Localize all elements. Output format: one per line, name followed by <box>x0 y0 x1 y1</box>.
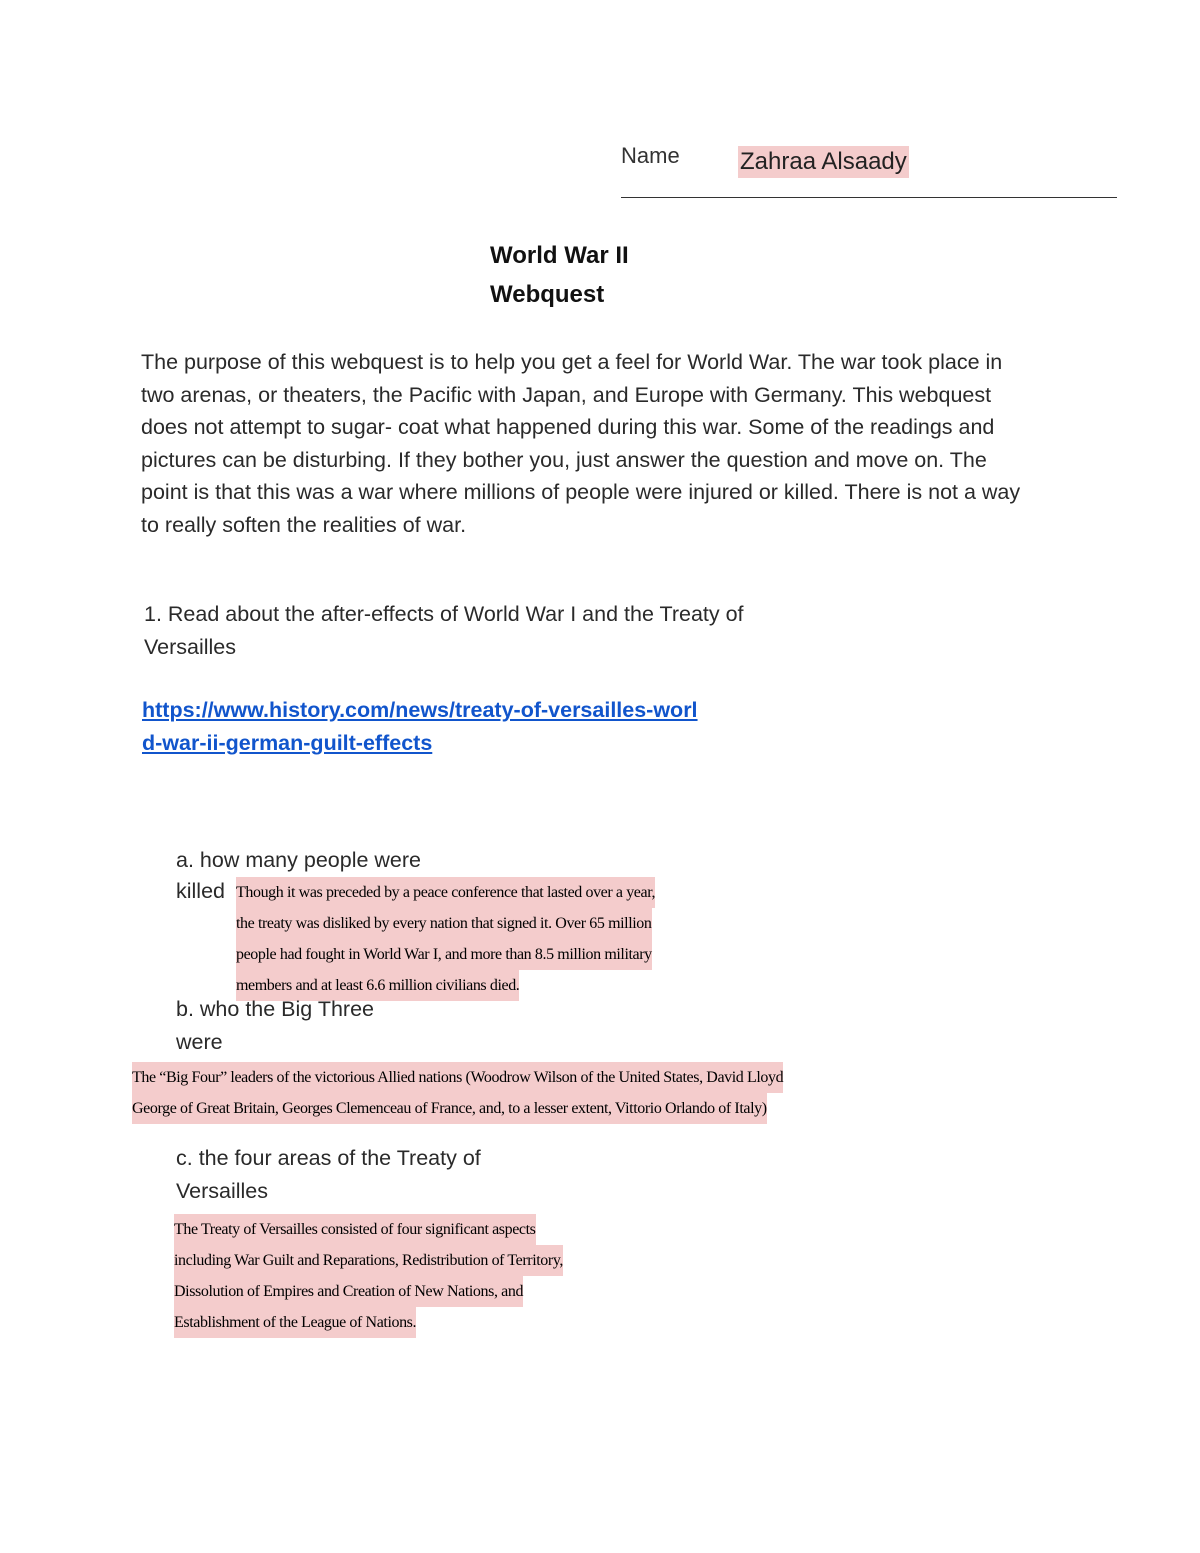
part-c-prompt <box>176 1142 481 1207</box>
part-c-prompt-line-1: c. the four areas of the Treaty of <box>176 1146 481 1170</box>
name-value[interactable]: Zahraa Alsaady <box>738 146 909 178</box>
intro-paragraph <box>141 346 1126 541</box>
intro-line: The purpose of this webquest is to help you get a feel for World War. The war took place in <box>141 350 1003 374</box>
treaty-link[interactable] <box>142 694 698 759</box>
part-b-prompt-line-2: were <box>176 1029 223 1054</box>
title-line-1: World War II <box>490 242 629 269</box>
part-c-answer-line: Dissolution of Empires and Creation of New Nations, and <box>174 1276 523 1307</box>
intro-line: does not attempt to sugar- coat what happened during this war. Some of the readings and <box>141 415 995 439</box>
part-b-prompt-line-1: b. who the Big Three <box>176 997 375 1021</box>
intro-line: two arenas, or theaters, the Pacific with Japan, and Europe with Germany. This webquest <box>141 382 992 407</box>
part-c-prompt-line-2: Versailles <box>176 1178 269 1203</box>
part-a-prompt-line-1: a. how many people were <box>176 848 422 872</box>
intro-line: to really soften the realities of war. <box>141 512 467 537</box>
question-1-line-1: 1. Read about the after-effects of World War I and the Treaty of <box>144 602 744 626</box>
part-a-answer-line: members and at least 6.6 million civilians died. <box>236 970 519 1001</box>
part-c-answer-line: including War Guilt and Reparations, Redistribution of Territory, <box>174 1245 563 1276</box>
intro-line: point is that this was a war where millions of people were injured or killed. There is not a way <box>141 480 1021 504</box>
part-b-answer-line: The “Big Four” leaders of the victorious Allied nations (Woodrow Wilson of the United States, David Lloyd <box>132 1062 783 1093</box>
title-line-2: Webquest <box>490 281 605 308</box>
intro-line: pictures can be disturbing. If they bother you, just answer the question and move on. The <box>141 447 987 472</box>
part-a-answer-line: Though it was preceded by a peace conference that lasted over a year, <box>236 877 655 908</box>
part-b-answer-line: George of Great Britain, Georges Clemenceau of France, and, to a lesser extent, Vittorio Orlando of Italy) <box>132 1093 767 1124</box>
page-title <box>490 236 629 314</box>
treaty-link-line-1[interactable]: https://www.history.com/news/treaty-of-versailles-worl <box>142 698 698 722</box>
part-c-answer-line: Establishment of the League of Nations. <box>174 1307 416 1338</box>
part-b-prompt <box>176 993 374 1058</box>
part-a-answer-line: the treaty was disliked by every nation that signed it. Over 65 million <box>236 908 652 939</box>
question-1-line-2: Versailles <box>144 634 237 659</box>
part-a-prompt-line-2: killed <box>176 879 225 903</box>
part-a-answer-line: people had fought in World War I, and more than 8.5 million military <box>236 939 652 970</box>
name-underline <box>621 197 1117 198</box>
name-label: Name <box>621 143 680 168</box>
treaty-link-line-2[interactable]: d-war-ii-german-guilt-effects <box>142 730 433 755</box>
part-c-answer-line: The Treaty of Versailles consisted of four significant aspects <box>174 1214 536 1245</box>
question-1 <box>144 598 744 663</box>
